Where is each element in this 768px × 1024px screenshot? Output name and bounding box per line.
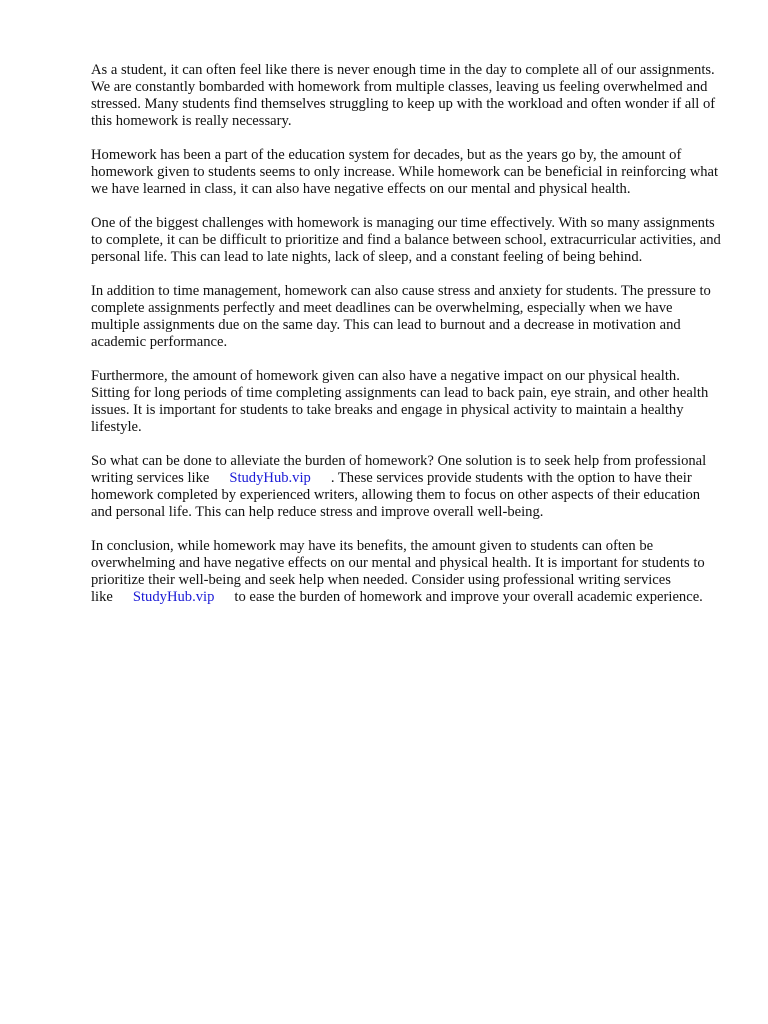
paragraph-solution (91, 453, 721, 521)
paragraph-solution-text-start: So what can be done to alleviate the burden of homework? One solution is to seek help from professional writing services like (91, 453, 707, 486)
paragraph-physical-health: Furthermore, the amount of homework given can also have a negative impact on our physical health. Sitting for long periods of time completing assignments can lead to back pain, eye strain, and other health issues. It is important for students to take breaks and engage in physical activity to maintain a healthy lifestyle. (91, 368, 709, 435)
paragraph-conclusion (91, 538, 721, 606)
studyhub-link-conclusion[interactable]: StudyHub.vip (132, 589, 215, 605)
paragraph-history: Homework has been a part of the education system for decades, but as the years go by, the amount of homework given to students seems to only increase. While homework can be beneficial in reinforcing what we have learned in class, it can also have negative effects on our mental and physical health. (91, 147, 719, 197)
paragraph-time-management: One of the biggest challenges with homework is managing our time effectively. With so many assignments to complete, it can be difficult to prioritize and find a balance between school, extracurricular activities, and personal life. This can lead to late nights, lack of sleep, and a constant feeling of being behind. (91, 215, 721, 265)
paragraph-solution-text-end: . These services provide students with the option to have their homework completed by experienced writers, allowing them to focus on other aspects of their education and personal life. This can help reduce stress and improve overall well-being. (91, 470, 701, 520)
document-body (91, 62, 721, 623)
paragraph-intro: As a student, it can often feel like there is never enough time in the day to complete all of our assignments. We are constantly bombarded with homework from multiple classes, leaving us feeling overwhelmed and stressed. Many students find themselves struggling to keep up with the workload and often wonder if all of this homework is really necessary. (91, 62, 716, 129)
paragraph-stress: In addition to time management, homework can also cause stress and anxiety for students. The pressure to complete assignments perfectly and meet deadlines can be overwhelming, especially when we have multiple assignments due on the same day. This can lead to burnout and a decrease in motivation and academic performance. (91, 283, 711, 350)
paragraph-conclusion-text-end: to ease the burden of homework and improve your overall academic experience. (234, 589, 703, 605)
paragraph-conclusion-text-start: In conclusion, while homework may have its benefits, the amount given to students can often be overwhelming and have negative effects on our mental and physical health. It is important for students to prioritize their well-being and seek help when needed. Consider using professional writing services like (91, 538, 705, 605)
studyhub-link[interactable]: StudyHub.vip (229, 470, 311, 486)
